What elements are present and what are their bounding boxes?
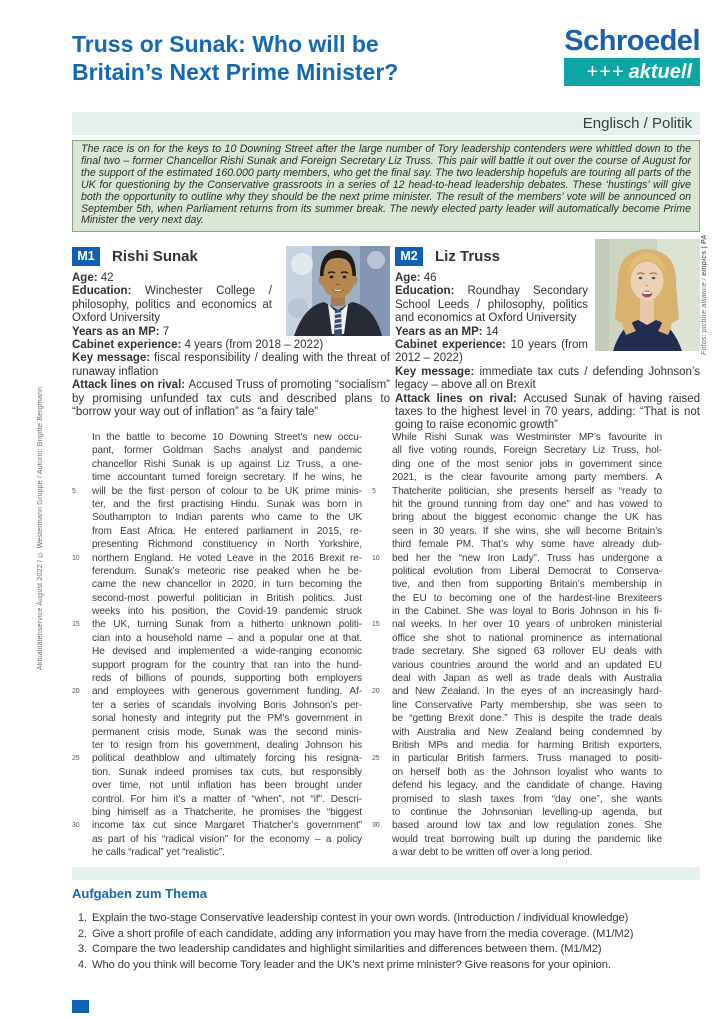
article-line: political evolution from Liberal Democrat to Conserva- [392, 565, 662, 577]
line-number [72, 806, 92, 819]
profile-field: Years as an MP: 14 [395, 325, 499, 338]
task-item [72, 958, 712, 974]
line-number [368, 525, 392, 538]
publisher-logo [564, 26, 700, 86]
article-line: Thatcherite politician, she presents herself as “ready to [392, 485, 662, 497]
article-line: pant, former Goldman Sachs analyst and pandemic [92, 445, 362, 457]
profile-field: Key message: immediate tax cuts / defending Johnson’s legacy – above all on Brexit [395, 365, 701, 392]
article-line: northern England. He voted Leave in the 2016 Brexit re- [92, 552, 362, 564]
task-text: Explain the two-stage Conservative leadership contest in your own words. (Introduction / individual knowledge) [92, 912, 629, 924]
article-line: will be the first person of colour to be UK prime minis- [92, 485, 362, 497]
line-number [368, 511, 392, 524]
line-number [72, 712, 92, 725]
material-badge-m1: M1 [72, 247, 100, 266]
line-number [368, 632, 392, 645]
article-line: political deathblow and ultimately forcing his resigna- [92, 753, 362, 765]
line-number [368, 538, 392, 551]
article-line: defend his legacy, and the candidate of change. Having [392, 780, 662, 792]
article-line: a war debt to be written off over a long period. [392, 847, 593, 859]
line-number: 10 [372, 554, 380, 562]
article-line: permanent crisis mode, Sunak was the second minis- [92, 726, 362, 738]
line-number [72, 672, 92, 685]
article-line: nal weeks. In her over 10 years of unbroken ministerial [392, 619, 662, 631]
article-body [72, 431, 700, 860]
task-text: Who do you think will become Tory leader and the UK’s next prime minister? Give reasons for your opinion. [92, 959, 611, 972]
article-line: third female PM. That’s why some have already dub- [392, 539, 662, 551]
article-line: and New Zealand. In the eyes of an increasingly hard- [392, 686, 662, 698]
line-number [368, 605, 392, 618]
tasks-list [72, 911, 712, 974]
article-line: ding one of the most senior jobs in government since [392, 458, 662, 470]
page-title [72, 30, 398, 86]
article-line: from East Africa. He entered parliament in 2015, re- [92, 525, 362, 537]
article-line: presenting Richmond constituency in North Yorkshire, [92, 539, 362, 551]
article-line: would treat borrowing built up during the pandemic like [392, 833, 662, 845]
task-item [72, 927, 712, 943]
article-line: bring about the biggest economic change the UK has [392, 512, 662, 524]
article-line: he calls “radical” yet “realistic”. [92, 847, 225, 859]
section-divider-bar [72, 867, 700, 880]
line-number: 25 [72, 755, 80, 763]
line-number [368, 592, 392, 605]
article-line: on herself both as the Johnson loyalist who wants to [392, 766, 662, 778]
article-line: Southampton to Indian parents who came to the UK [92, 512, 362, 524]
line-number [72, 645, 92, 658]
line-number [72, 793, 92, 806]
article-line: He devised and implemented a wide-ranging economic [92, 646, 362, 658]
line-number: 5 [72, 487, 76, 495]
line-number: 15 [72, 621, 80, 629]
line-number: 10 [72, 554, 80, 562]
line-number [368, 739, 392, 752]
left-margin-credit: Aktualitätenservice August 2022 / © Westermann Gruppe / Autorin: Brigitte Bergmann [37, 386, 44, 670]
line-number: 30 [372, 822, 380, 830]
profile-field: Years as an MP: 7 [72, 325, 170, 338]
tasks-heading: Aufgaben zum Thema [72, 886, 208, 901]
line-number [72, 565, 92, 578]
article-line: ferendum. Sunak’s meteoric rise peaked when he be- [92, 565, 362, 577]
line-number [368, 672, 392, 685]
article-line: and employees with generous government funding. Af- [92, 686, 362, 698]
profile-field: Age: 42 [72, 272, 114, 284]
article-line: income tax cut since Margaret Thatcher’s government” [92, 820, 362, 832]
line-number [368, 565, 392, 578]
profile-field: Attack lines on rival: Accused Truss of promoting “socialism” by promising unfunded tax cuts and described plans to “borrow your way out of inflation” as “a fairy tale” [72, 379, 390, 419]
photo-credit-text: Fotos: picture alliance / [701, 275, 708, 355]
candidate-name-rishi-sunak: Rishi Sunak [112, 247, 198, 265]
article-line: control. For him it’s a matter of “when”, not “if”. Descri- [92, 793, 362, 805]
subject-label: Englisch / Politik [582, 115, 692, 132]
article-line: seen in 30 years. If she wins, she will become Britain’s [392, 525, 662, 537]
article-line: British MPs and media for harming British exporters, [392, 739, 662, 751]
candidate-name-liz-truss: Liz Truss [435, 247, 501, 265]
article-line: bed her the “new Iron Lady”. Truss has undergone a [392, 552, 662, 564]
line-number: 25 [372, 755, 380, 763]
article-line: ter a series of scandals involving Boris Johnson’s per- [92, 699, 362, 711]
profile-field: Cabinet experience: 10 years (from 2012 – 2022) [395, 339, 588, 365]
profile-liz-truss [395, 246, 700, 433]
line-number [368, 766, 392, 779]
line-number: 20 [72, 688, 80, 696]
logo-schroedel-wordmark: Schroedel [564, 25, 700, 57]
line-number [72, 739, 92, 752]
article-line: trade secretary. She signed 63 rollover EU deals with [392, 646, 662, 658]
title-line-1: Truss or Sunak: Who will be [72, 31, 379, 57]
line-number [368, 659, 392, 672]
article-line: promised to slash taxes from “day one”, she wants [392, 793, 662, 805]
article-line: chancellor Rishi Sunak is up against Liz Truss, a one- [92, 458, 362, 470]
line-number [72, 538, 92, 551]
article-line: in the Cabinet. She was loyal to Boris Johnson in his fi- [392, 606, 662, 618]
article-line: various countries around the world and an updated EU [392, 659, 662, 671]
article-line: the EU to becoming one of the hardest-line Brexiteers [392, 592, 662, 604]
right-margin-photo-credit [701, 234, 708, 355]
article-line: time accountant turned foreign secretary. If he wins, he [92, 472, 362, 484]
profile-field: Key message: fiscal responsibility / dealing with the threat of runaway inflation [72, 352, 390, 378]
article-line: over time, not until inflation has been brought under [92, 780, 362, 792]
line-number: 5 [372, 487, 376, 495]
task-number: 1. [77, 912, 87, 924]
line-number [368, 458, 392, 471]
line-number [72, 659, 92, 672]
line-number [72, 833, 92, 846]
line-number [72, 726, 92, 739]
task-text: Give a short profile of each candidate, adding any information you may have from the media coverage. (M1/M2) [92, 927, 634, 940]
photo-credit-agency: empics | PA [701, 234, 708, 276]
profile-field: Attack lines on rival: Accused Sunak of having raised taxes to the highest level in 70 years, adding: “That is not going to raise economic growth” [395, 392, 700, 432]
profile-rishi-sunak [72, 246, 390, 433]
task-number: 4. [77, 959, 87, 972]
line-number [368, 846, 392, 859]
subject-bar [72, 112, 700, 135]
task-text: Compare the two leadership candidates and highlight similarities and differences between them. (M1/M2) [92, 943, 602, 956]
line-number [368, 431, 392, 444]
article-line: weeks into his position, the Covid-19 pandemic struck [92, 606, 362, 618]
footer-page-mark [72, 1000, 89, 1013]
line-number [72, 632, 92, 645]
line-number [72, 498, 92, 511]
article-line: office she shot to national prominence as international [392, 632, 662, 644]
line-number [72, 525, 92, 538]
profile-field: Education: Roundhay Secondary School Leeds / philosophy, politics and economics at Oxford University [395, 285, 588, 325]
line-number [72, 471, 92, 484]
article-line: support program for the country that ran into the hund- [92, 659, 362, 671]
line-number [72, 578, 92, 591]
line-number [72, 592, 92, 605]
line-number [72, 846, 92, 859]
profile-field: Cabinet experience: 4 years (from 2018 – 2022) [72, 339, 324, 352]
article-line: the UK, turning Sunak from a hitherto unknown politi- [92, 619, 362, 631]
line-number [72, 431, 92, 444]
article-line: to continue the Johnsonian levelling-up agenda, but [392, 806, 662, 818]
article-line: ter, and the first practising Hindu. Sunak was born in [92, 498, 362, 510]
article-line: reds of billions of pounds, supporting both employers [92, 673, 362, 685]
article-line: sonal honesty and integrity put the PM’s government in [92, 713, 362, 725]
article-line: came the new chancellor in 2020, in turn becoming the [92, 579, 362, 591]
candidate-profiles [72, 246, 700, 433]
task-item [72, 911, 712, 927]
logo-plus-signs: +++ [586, 61, 625, 83]
article-line: 2021, is the clear favourite among party members. A [392, 472, 662, 484]
line-number [368, 726, 392, 739]
material-badge-m2: M2 [395, 247, 423, 266]
article-line: ter to resign from his government, dealing Johnson his [92, 739, 362, 751]
article-line: tion. Sunak indeed promises tax cuts, but responsibly [92, 766, 362, 778]
line-number [368, 806, 392, 819]
article-line: While Rishi Sunak was Westminster MP’s favourite in [392, 432, 662, 443]
article-line: all five voting rounds, Foreign Secretary Liz Truss, hol- [392, 445, 662, 457]
article-line: hit the ground running from day one” and has vowed to [392, 498, 662, 510]
task-number: 2. [77, 927, 87, 940]
line-number [72, 699, 92, 712]
task-item [72, 942, 712, 958]
task-number: 3. [77, 943, 87, 956]
line-number [72, 605, 92, 618]
article-line: be “getting Brexit done.” This is despite the trade deals [392, 713, 662, 725]
line-number [368, 444, 392, 457]
article-line: bing himself as a Thatcherite, he promises the “biggest [92, 806, 362, 818]
line-number [368, 645, 392, 658]
rishi-sunak-photo [286, 246, 390, 336]
article-column-right [368, 431, 662, 860]
intro-box [72, 140, 700, 232]
line-number [72, 511, 92, 524]
article-line: second-most powerful politician in British politics. Just [92, 592, 362, 604]
article-line: with Australia and New Zealand being condemned by [392, 726, 662, 738]
article-line: tive, and then from supporting Britain’s membership in [392, 579, 662, 591]
article-line: deal with Japan as well as trade deals with Australia [392, 673, 662, 685]
title-line-2: Britain’s Next Prime Minister? [72, 59, 399, 85]
line-number [72, 779, 92, 792]
intro-text: The race is on for the keys to 10 Downing Street after the large number of Tory leadership contenders were whittled down to the final two – former Chancellor Rishi Sunak and Foreign Secretary Liz Truss. This pair will battle it out over the course of August for the support of the estimated 160.000 party members, who get the final say. The two leadership hopefuls are touring all parts of the UK for questioning by the Conservative grassroots in a series of 12 head-to-head leadership debates. These ‘hustings’ will give both the opportunity to outline why they should be the next prime minister. The result of the members’ vote will be announced on September 5th, when Parliament returns from its summer break. The newly elected party leader will automatically become Prime Minister the very next day. [81, 143, 691, 227]
line-number [368, 712, 392, 725]
line-number [368, 699, 392, 712]
line-number [368, 578, 392, 591]
line-number: 30 [72, 822, 80, 830]
article-line: cian into a household name – and a popular one at that. [92, 632, 362, 644]
line-number [368, 498, 392, 511]
liz-truss-photo [595, 239, 700, 351]
line-number [368, 471, 392, 484]
article-column-left [72, 431, 362, 860]
article-line: as part of his “radical vision” for the economy – a policy [92, 833, 362, 845]
article-line: in particular British farmers. Truss managed to positi- [392, 753, 662, 765]
line-number [368, 793, 392, 806]
profile-field: Education: Winchester College / philosophy, politics and economics at Oxford University [72, 285, 272, 325]
line-number [72, 444, 92, 457]
logo-aktuell-word: aktuell [628, 61, 692, 83]
line-number [368, 779, 392, 792]
article-line: line Conservative Party membership, she was seen to [392, 699, 662, 711]
line-number [72, 766, 92, 779]
line-number [368, 833, 392, 846]
profile-field: Age: 46 [395, 272, 437, 284]
article-line: In the battle to become 10 Downing Street’s new occu- [92, 432, 362, 443]
logo-aktuell-banner [564, 58, 700, 86]
article-line: based around low tax and low regulation zones. She [392, 820, 662, 832]
line-number: 20 [372, 688, 380, 696]
line-number [72, 458, 92, 471]
line-number: 15 [372, 621, 380, 629]
